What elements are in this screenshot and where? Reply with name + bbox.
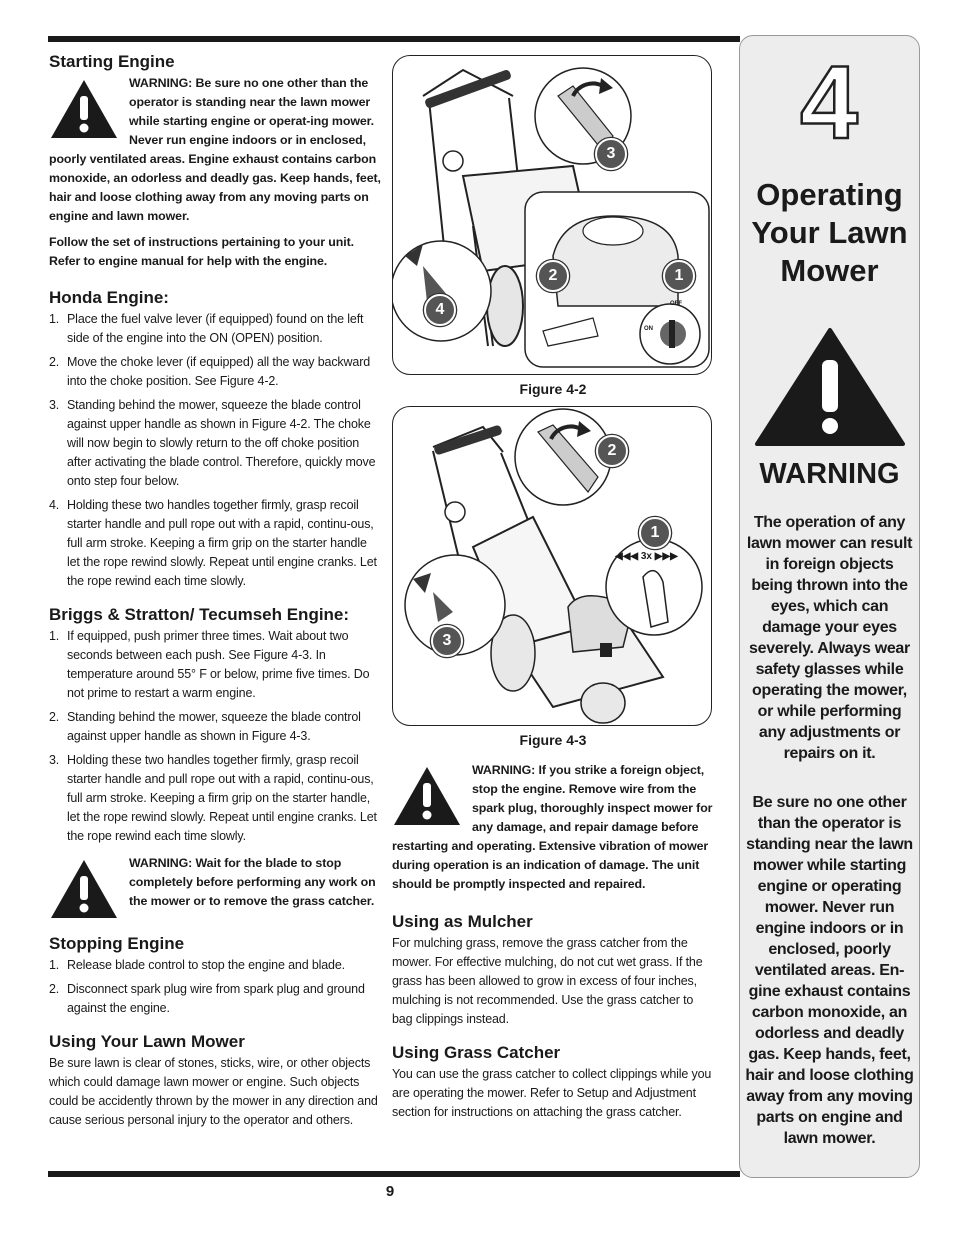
- warning-triangle-icon: [49, 858, 119, 920]
- warning-label: WARNING: [759, 458, 900, 490]
- chapter-sidebar: [739, 35, 920, 1178]
- foreign-object-warning-text: WARNING: If you strike a foreign object, stop the engine. Remove wire from the spark plug, thoroughly inspect mower for any damage, and repair damage before restarting and operating. Extensive vibration of mower during operation is an indication of damage. The unit should be promptly inspected and repaired.: [392, 763, 713, 891]
- warning-text-eyes: The operation of any lawn mower can result in foreign objects being thrown into the eyes, which can damage your eyes severely. Always wear safety glasses while operating the mower, or while performing any adjustments or repairs on it.: [746, 514, 913, 762]
- on-label: ON: [644, 326, 653, 332]
- warning-triangle-icon: [49, 78, 119, 140]
- stopping-steps: [49, 956, 381, 1018]
- callout-badge: 2: [596, 435, 628, 467]
- list-item: 2. Move the choke lever (if equipped) all the way backward into the choke position. See Figure 4-2.: [49, 355, 371, 388]
- grass-catcher-heading: Using Grass Catcher: [392, 1043, 561, 1062]
- starting-engine-heading: Starting Engine: [49, 52, 175, 71]
- svg-text:4: 4: [800, 46, 858, 156]
- honda-heading: Honda Engine:: [49, 288, 169, 307]
- mower-primer-illustration: [393, 407, 711, 725]
- bottom-rule: [48, 1171, 740, 1177]
- blade-warning-text: WARNING: Wait for the blade to stop completely before performing any work on the mower or to remove the grass catcher.: [129, 856, 376, 908]
- callout-badge: 1: [663, 260, 695, 292]
- follow-note: Follow the set of instructions pertaining to your unit. Refer to engine manual for help with the engine.: [49, 235, 354, 268]
- using-mower-text: Be sure lawn is clear of stones, sticks, wire, or other objects which could damage lawn mower or engine. Such objects could be accidently thrown by the mower in any direction and cause serious personal injury to the operator and others.: [49, 1056, 378, 1127]
- callout-badge: 1: [639, 517, 671, 549]
- warning-text-exhaust: Be sure no one other than the operator is standing near the lawn mower while starting engine or operating mower. Never run engine indoors or in enclosed, poorly ventilated areas. En-gine exhaust contains carbon monoxide, an odorless and deadly gas. Keep hands, feet, hair and loose clothing away from any moving parts on engine and lawn mower.: [745, 794, 914, 1147]
- starting-warning-text: WARNING: Be sure no one other than the operator is standing near the lawn mower while starting engine or operat-ing mower. Never run engine indoors or in enclosed, poorly ventilated areas. Engine exhaust contains carbon monoxide, an odorless and deadly gas. Keep hands, feet, hair and loose clothing away from any moving parts on engine and lawn mower.: [49, 76, 381, 223]
- primer-3x-label: ◀◀◀ 3x ▶▶▶: [615, 551, 678, 562]
- mulcher-text: For mulching grass, remove the grass catcher from the mower. For effective mulching, do not cut wet grass. If the grass has been allowed to grow in excess of four inches, mulching is not recommended. Use the grass catcher to bag clippings instead.: [392, 936, 703, 1026]
- list-item: 1. Release blade control to stop the engine and blade.: [49, 958, 345, 972]
- list-item: 1. If equipped, push primer three times. Wait about two seconds between each push. See Figure 4-3. In temperature around 55° F or below, prime five times. Do not prime to restart a warm engine.: [49, 629, 370, 700]
- figure-4-3: [392, 406, 712, 726]
- chapter-number: [740, 46, 919, 161]
- grass-catcher-text: You can use the grass catcher to collect clippings while you are operating the mower. Refer to Setup and Adjustment section for instructions on attaching the grass catcher.: [392, 1067, 712, 1119]
- blade-warning: [49, 854, 381, 920]
- list-item: 2. Standing behind the mower, squeeze the blade control against upper handle as shown in Figure 4-3.: [49, 710, 361, 743]
- briggs-steps: [49, 627, 381, 846]
- list-item: 4. Holding these two handles together firmly, grasp recoil starter handle and pull rope out with a rapid, continu-ous, full arm stroke. Keeping a firm grip on the starter handle let the rope rewind slowly. Repeat until engine cranks. Let the rope rewind each time slowly.: [49, 498, 377, 588]
- list-item: 3. Holding these two handles together firmly, grasp recoil starter handle and pull rope out with a rapid, continu-ous, full arm stroke. Keeping a firm grip on the starter handle, let the rope rewind slowly. Repeat until engine cranks. Let the rope rewind each time slowly.: [49, 753, 377, 843]
- foreign-object-warning: [392, 761, 714, 894]
- briggs-heading: Briggs & Stratton/ Tecumseh Engine:: [49, 605, 350, 624]
- honda-steps: [49, 310, 381, 591]
- mulcher-heading: Using as Mulcher: [392, 912, 533, 931]
- callout-badge: 2: [537, 260, 569, 292]
- figure-4-2-caption: Figure 4-2: [519, 381, 587, 397]
- starting-warning: [49, 74, 381, 226]
- chapter-title: Operating Your Lawn Mower: [751, 177, 908, 288]
- callout-badge: 3: [431, 625, 463, 657]
- warning-triangle-icon: [392, 765, 462, 827]
- warning-triangle-icon: [755, 326, 905, 448]
- figure-4-2: [392, 55, 712, 375]
- using-mower-heading: Using Your Lawn Mower: [49, 1032, 245, 1051]
- right-column: [392, 55, 714, 1122]
- list-item: 3. Standing behind the mower, squeeze the blade control against upper handle as shown in Figure 4-2. The choke will now begin to slowly return to the off choke position after activating the blade control. Therefore, quickly move onto step four below.: [49, 398, 376, 488]
- figure-4-3-caption: Figure 4-3: [519, 732, 587, 748]
- page-number: 9: [385, 1183, 395, 1200]
- off-label: OFF: [670, 301, 682, 307]
- list-item: 2. Disconnect spark plug wire from spark plug and ground against the engine.: [49, 982, 365, 1015]
- stopping-heading: Stopping Engine: [49, 934, 185, 953]
- mower-handle-illustration: [393, 56, 711, 374]
- callout-badge: 4: [424, 294, 456, 326]
- left-column: [49, 52, 381, 1130]
- top-rule: [48, 36, 740, 42]
- callout-badge: 3: [595, 138, 627, 170]
- list-item: 1. Place the fuel valve lever (if equipped) found on the left side of the engine into the ON (OPEN) position.: [49, 312, 364, 345]
